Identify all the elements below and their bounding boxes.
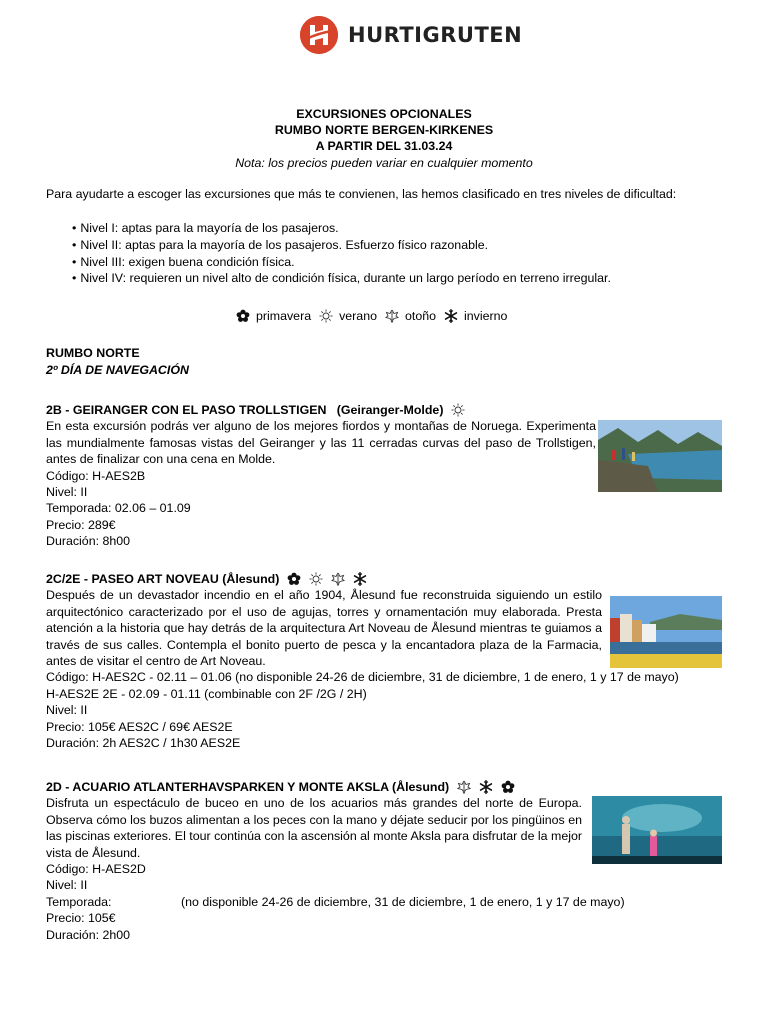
excursion-season: [46, 894, 625, 910]
leaf-icon: [457, 780, 471, 794]
excursion-duration: Duración: 2h00: [46, 927, 131, 942]
excursion-season-note: (no disponible 24-26 de diciembre, 31 de diciembre, 1 de enero, 1 y 17 de mayo): [181, 894, 625, 909]
excursion-2b: [46, 402, 596, 550]
difficulty-levels-list: [72, 220, 611, 287]
leaf-icon: [331, 572, 345, 586]
excursion-price: Precio: 105€: [46, 911, 116, 926]
snowflake-icon: [444, 309, 458, 323]
excursion-title: [46, 402, 596, 418]
legend-summer-label: verano: [339, 309, 377, 323]
alesund-harbour-photo: [610, 596, 722, 668]
season-legend: [236, 308, 515, 324]
list-item: • Nivel IV: requieren un nivel alto de condición física, durante un largo período en terreno irregular.: [72, 270, 611, 287]
excursion-level: Nivel: II: [46, 485, 88, 500]
sun-icon: [451, 403, 465, 417]
excursion-description: Disfruta un espectáculo de buceo en uno de los acuarios más grandes del norte de Europa. Observa cómo los buzos alimentan a los peces con la mano y déjate seducir por los pingüinos en las piscinas exteriores. El tour continúa con la ascensión al monte Aksla para disfrutar de la mejor vista de Ålesund.: [46, 796, 582, 860]
excursion-level: Nivel: II: [46, 878, 88, 893]
snowflake-icon: [479, 780, 493, 794]
excursion-description: En esta excursión podrás ver alguno de los mejores fiordos y montañas de Noruega. Experimenta las mundialmente famosas vistas del Geiranger y las 11 cerradas curvas del paso de Trollstigen, antes de finalizar con una cena en Molde.: [46, 419, 596, 467]
excursion-2c-2e: [46, 571, 679, 751]
heading-route: RUMBO NORTE BERGEN-KIRKENES: [274, 123, 494, 138]
hurtigruten-logo: [300, 16, 522, 54]
section-title: RUMBO NORTE: [46, 346, 140, 360]
excursion-duration: Duración: 2h AES2C / 1h30 AES2E: [46, 736, 241, 751]
excursion-duration: Duración: 8h00: [46, 534, 131, 549]
excursion-title: [46, 779, 582, 795]
excursion-title: [46, 571, 602, 587]
heading-title: EXCURSIONES OPCIONALES: [296, 107, 472, 121]
sun-icon: [309, 572, 323, 586]
excursion-season: Temporada: 02.06 – 01.09: [46, 501, 191, 516]
excursion-price: Precio: 289€: [46, 517, 116, 532]
legend-autumn-label: otoño: [404, 309, 436, 323]
flower-icon: [287, 572, 301, 586]
list-item: • Nivel III: exigen buena condición física.: [72, 254, 611, 271]
hurtigruten-logo-icon: [300, 16, 338, 54]
excursion-season-label: Temporada:: [46, 894, 112, 909]
heading-date: A PARTIR DEL 31.03.24: [315, 139, 453, 154]
excursion-code: Código: H-AES2D: [46, 862, 146, 877]
leaf-icon: [385, 309, 399, 323]
excursion-code: Código: H-AES2B: [46, 468, 146, 483]
excursion-title-text: 2B - GEIRANGER CON EL PASO TROLLSTIGEN (Geiranger-Molde): [46, 403, 444, 417]
intro-text: Para ayudarte a escoger las excursiones que más te convienen, las hemos clasificado en tres niveles de dificultad:: [46, 187, 677, 201]
excursion-code: Código: H-AES2C - 02.11 – 01.06 (no disponible 24-26 de diciembre, 31 de diciembre, 1 de enero, 1 y 17 de mayo): [46, 670, 679, 685]
list-item: • Nivel II: aptas para la mayoría de los pasajeros. Esfuerzo físico razonable.: [72, 237, 611, 254]
flower-icon: [236, 309, 250, 323]
aquarium-photo: [592, 796, 722, 864]
flower-icon: [501, 780, 515, 794]
sun-icon: [319, 309, 333, 323]
section-day: 2º DÍA DE NAVEGACIÓN: [46, 363, 189, 377]
list-item: • Nivel I: aptas para la mayoría de los pasajeros.: [72, 220, 611, 237]
excursion-code-2: H-AES2E 2E - 02.09 - 01.11 (combinable con 2F /2G / 2H): [46, 686, 367, 701]
excursion-title-text: 2C/2E - PASEO ART NOVEAU (Ålesund): [46, 572, 280, 586]
excursion-level: Nivel: II: [46, 703, 88, 718]
excursion-description: Después de un devastador incendio en el año 1904, Ålesund fue reconstruida siguiendo un estilo arquitectónico caracterizado por el uso de agujas, torres y ornamentación muy elaborada. Presta atención a la historia que hay detrás de la arquitectura Art Noveau de Ålesund mientras te guiamos a través de sus calles. Contempla el bonito puerto de pesca y la encantadora plaza de la Farmacia, antes de visitar el centro de Art Noveau.: [46, 588, 602, 669]
snowflake-icon: [353, 572, 367, 586]
heading-note: Nota: los precios pueden variar en cualquier momento: [235, 155, 533, 170]
excursion-price: Precio: 105€ AES2C / 69€ AES2E: [46, 719, 233, 734]
legend-spring-label: primavera: [256, 309, 312, 323]
excursion-2d: [46, 779, 625, 943]
legend-winter-label: invierno: [464, 309, 508, 323]
geiranger-fjord-photo: [598, 420, 722, 492]
logo-wordmark: HURTIGRUTEN: [348, 22, 523, 47]
excursion-title-text: 2D - ACUARIO ATLANTERHAVSPARKEN Y MONTE AKSLA (Ålesund): [46, 780, 450, 794]
document-heading: [0, 106, 768, 171]
